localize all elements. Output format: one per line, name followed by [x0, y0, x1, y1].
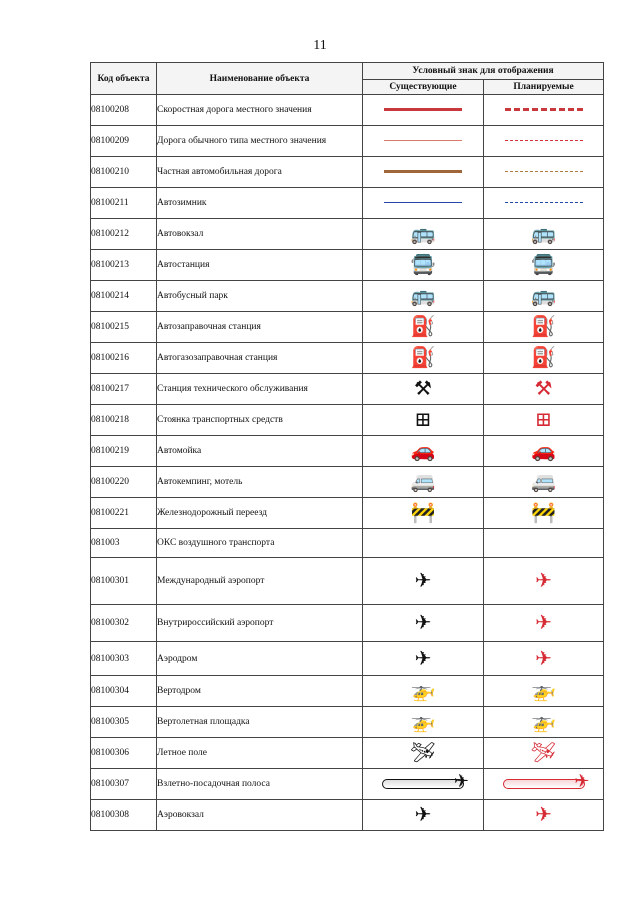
table-row [91, 405, 604, 436]
name-header: Наименование объекта [157, 63, 363, 95]
object-code: 08100302 [91, 605, 157, 642]
planned-symbol-cell [484, 529, 604, 558]
table-row [91, 467, 604, 498]
existing-symbol-cell [363, 605, 484, 642]
airfield-icon: 🛩 [530, 742, 557, 764]
aerodrome-icon: ✈ [414, 647, 432, 670]
planned-line-symbol [505, 171, 583, 172]
symbol-group-header: Условный знак для отображения [363, 63, 604, 80]
table-row [91, 800, 604, 831]
planned-symbol-cell [484, 95, 604, 126]
object-code: 08100307 [91, 769, 157, 800]
table-row [91, 676, 604, 707]
planned-symbol-cell [484, 157, 604, 188]
table-row [91, 605, 604, 642]
bus-depot-icon: 🚌 [410, 285, 436, 307]
object-code: 08100308 [91, 800, 157, 831]
planned-header: Планируемые [484, 80, 604, 95]
object-code: 08100306 [91, 738, 157, 769]
car-wash-icon: 🚗 [410, 440, 436, 462]
wrench-hammer-icon: ⚒ [414, 378, 432, 400]
planned-symbol-cell [484, 250, 604, 281]
table-row [91, 769, 604, 800]
object-name: Станция технического обслуживания [157, 374, 363, 405]
existing-symbol-cell [363, 529, 484, 558]
fuel-pump-icon: ⛽ [410, 316, 436, 338]
planned-symbol-cell [484, 558, 604, 605]
existing-symbol-cell [363, 498, 484, 529]
object-code: 08100213 [91, 250, 157, 281]
object-name: Аэродром [157, 642, 363, 676]
table-row [91, 312, 604, 343]
camper-trailer-icon: 🚐 [410, 471, 436, 493]
object-name: Частная автомобильная дорога [157, 157, 363, 188]
existing-line-symbol [384, 108, 462, 111]
object-name: Автозаправочная станция [157, 312, 363, 343]
existing-symbol-cell [363, 281, 484, 312]
planned-symbol-cell [484, 219, 604, 250]
car-wash-icon: 🚗 [531, 440, 556, 462]
legend-table [90, 62, 604, 831]
existing-header: Существующие [363, 80, 484, 95]
existing-symbol-cell [363, 126, 484, 157]
airplane-domestic-icon: ✈ [535, 612, 552, 634]
existing-symbol-cell [363, 219, 484, 250]
existing-symbol-cell [363, 312, 484, 343]
existing-line-symbol [384, 170, 462, 173]
object-code: 08100221 [91, 498, 157, 529]
airplane-international-icon: ✈ [535, 570, 552, 592]
existing-symbol-cell [363, 157, 484, 188]
bus-front-icon: 🚌 [410, 223, 436, 245]
planned-symbol-cell [484, 126, 604, 157]
object-name: Автостанция [157, 250, 363, 281]
object-name: ОКС воздушного транспорта [157, 529, 363, 558]
existing-symbol-cell [363, 95, 484, 126]
railway-crossing-icon: 🚧 [531, 502, 556, 524]
object-name: Автобусный парк [157, 281, 363, 312]
planned-symbol-cell [484, 769, 604, 800]
existing-symbol-cell [363, 800, 484, 831]
wrench-hammer-icon: ⚒ [534, 378, 553, 400]
helicopter-icon: 🚁 [410, 680, 436, 702]
table-row [91, 250, 604, 281]
table-row [91, 157, 604, 188]
existing-symbol-cell [363, 188, 484, 219]
object-name: Аэровокзал [157, 800, 363, 831]
table-row [91, 707, 604, 738]
object-name: Автогазозаправочная станция [157, 343, 363, 374]
runway-icon [382, 770, 469, 791]
object-code: 08100210 [91, 157, 157, 188]
camper-trailer-icon: 🚐 [531, 471, 556, 493]
table-row [91, 188, 604, 219]
object-name: Автозимник [157, 188, 363, 219]
existing-symbol-cell [363, 558, 484, 605]
object-code: 08100303 [91, 642, 157, 676]
planned-symbol-cell [484, 312, 604, 343]
table-row [91, 343, 604, 374]
object-name: Автокемпинг, мотель [157, 467, 363, 498]
planned-symbol-cell [484, 676, 604, 707]
object-name: Скоростная дорога местного значения [157, 95, 363, 126]
object-code: 08100216 [91, 343, 157, 374]
object-code: 08100209 [91, 126, 157, 157]
parking-bus-icon: ⊞ [414, 409, 432, 431]
helipad-icon: 🚁 [531, 711, 556, 733]
planned-line-symbol [505, 202, 583, 203]
object-code: 08100214 [91, 281, 157, 312]
railway-crossing-icon: 🚧 [410, 502, 436, 524]
planned-symbol-cell [484, 343, 604, 374]
object-name: Автомойка [157, 436, 363, 467]
existing-symbol-cell [363, 374, 484, 405]
object-code: 081003 [91, 529, 157, 558]
table-row [91, 738, 604, 769]
object-code: 08100305 [91, 707, 157, 738]
object-name: Международный аэропорт [157, 558, 363, 605]
gas-fuel-pump-icon: ⛽ [410, 347, 436, 369]
airplane-icon: ✈ [574, 770, 590, 791]
existing-symbol-cell [363, 467, 484, 498]
helipad-icon: 🚁 [410, 711, 436, 733]
table-row [91, 642, 604, 676]
table-row [91, 95, 604, 126]
object-code: 08100218 [91, 405, 157, 436]
table-row [91, 219, 604, 250]
air-terminal-icon: ✈ [535, 804, 552, 826]
object-code: 08100212 [91, 219, 157, 250]
object-name: Железнодорожный переезд [157, 498, 363, 529]
airplane-icon: ✈ [453, 770, 469, 791]
table-row [91, 558, 604, 605]
object-code: 08100211 [91, 188, 157, 219]
object-name: Дорога обычного типа местного значения [157, 126, 363, 157]
existing-symbol-cell [363, 343, 484, 374]
planned-symbol-cell [484, 281, 604, 312]
air-terminal-icon: ✈ [414, 804, 432, 826]
object-name: Летное поле [157, 738, 363, 769]
object-code: 08100215 [91, 312, 157, 343]
table-row [91, 436, 604, 467]
object-code: 08100304 [91, 676, 157, 707]
object-code: 08100217 [91, 374, 157, 405]
object-code: 08100208 [91, 95, 157, 126]
fuel-pump-icon: ⛽ [531, 316, 556, 338]
planned-symbol-cell [484, 642, 604, 676]
table-row [91, 281, 604, 312]
existing-symbol-cell [363, 405, 484, 436]
planned-symbol-cell [484, 605, 604, 642]
existing-symbol-cell [363, 436, 484, 467]
airplane-domestic-icon: ✈ [414, 612, 432, 634]
table-row [91, 374, 604, 405]
airfield-icon: 🛩 [410, 742, 436, 764]
object-name: Автовокзал [157, 219, 363, 250]
object-name: Взлетно-посадочная полоса [157, 769, 363, 800]
bus-depot-icon: 🚌 [531, 285, 556, 307]
existing-symbol-cell [363, 250, 484, 281]
planned-symbol-cell [484, 467, 604, 498]
planned-line-symbol [505, 108, 583, 111]
planned-symbol-cell [484, 707, 604, 738]
bus-side-icon: 🚍 [531, 254, 556, 276]
planned-symbol-cell [484, 800, 604, 831]
planned-symbol-cell [484, 188, 604, 219]
runway-icon [503, 770, 590, 791]
table-row [91, 126, 604, 157]
helicopter-icon: 🚁 [531, 680, 556, 702]
airplane-international-icon: ✈ [414, 570, 432, 592]
object-name: Внутрироссийский аэропорт [157, 605, 363, 642]
existing-symbol-cell [363, 738, 484, 769]
object-name: Вертодром [157, 676, 363, 707]
object-name: Стоянка транспортных средств [157, 405, 363, 436]
gas-fuel-pump-icon: ⛽ [531, 347, 556, 369]
existing-symbol-cell [363, 676, 484, 707]
existing-symbol-cell [363, 707, 484, 738]
existing-symbol-cell [363, 769, 484, 800]
table-row [91, 498, 604, 529]
object-code: 08100220 [91, 467, 157, 498]
parking-bus-icon: ⊞ [535, 409, 552, 431]
object-code: 08100301 [91, 558, 157, 605]
aerodrome-icon: ✈ [535, 647, 552, 670]
planned-symbol-cell [484, 405, 604, 436]
existing-line-symbol [384, 202, 462, 203]
page-number: 11 [313, 38, 327, 53]
bus-side-icon: 🚍 [410, 254, 436, 276]
existing-line-symbol [384, 140, 462, 141]
existing-symbol-cell [363, 642, 484, 676]
code-header: Код объекта [91, 63, 157, 95]
object-name: Вертолетная площадка [157, 707, 363, 738]
planned-symbol-cell [484, 436, 604, 467]
table-row [91, 529, 604, 558]
planned-symbol-cell [484, 374, 604, 405]
planned-symbol-cell [484, 498, 604, 529]
bus-front-icon: 🚌 [531, 223, 556, 245]
object-code: 08100219 [91, 436, 157, 467]
planned-line-symbol [505, 140, 583, 141]
planned-symbol-cell [484, 738, 604, 769]
